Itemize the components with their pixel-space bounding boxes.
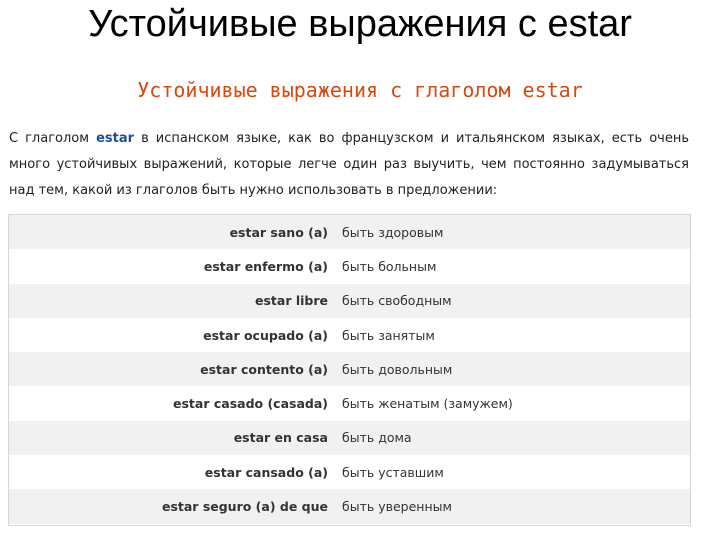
russian-translation: быть женатым (замужем) bbox=[342, 396, 513, 412]
expressions-table bbox=[8, 214, 691, 526]
spanish-expression: estar sano (a) bbox=[229, 224, 328, 240]
russian-translation: быть свободным bbox=[342, 293, 452, 309]
table-row bbox=[9, 386, 690, 420]
table-row bbox=[9, 318, 690, 352]
russian-translation: быть уверенным bbox=[342, 499, 452, 515]
table-row bbox=[9, 215, 690, 249]
table-row bbox=[9, 421, 690, 455]
spanish-expression: estar casado (casada) bbox=[173, 396, 328, 412]
section-heading: Устойчивые выражения с глаголом estar bbox=[137, 78, 583, 102]
russian-translation: быть дома bbox=[342, 430, 412, 446]
table-row bbox=[9, 284, 690, 318]
table-row bbox=[9, 489, 690, 523]
spanish-expression: estar libre bbox=[254, 293, 328, 309]
russian-translation: быть уставшим bbox=[342, 464, 444, 480]
russian-translation: быть довольным bbox=[342, 361, 453, 377]
spanish-expression: estar ocupado (a) bbox=[203, 327, 328, 343]
intro-text-before: С глаголом bbox=[9, 131, 97, 146]
spanish-expression: estar contento (a) bbox=[200, 361, 328, 377]
russian-translation: быть здоровым bbox=[342, 224, 444, 240]
table-row bbox=[9, 249, 690, 283]
spanish-expression: estar enfermo (a) bbox=[203, 258, 328, 274]
russian-translation: быть больным bbox=[342, 258, 437, 274]
spanish-expression: estar seguro (a) de que bbox=[161, 499, 328, 515]
spanish-expression: estar cansado (a) bbox=[204, 464, 328, 480]
russian-translation: быть занятым bbox=[342, 327, 435, 343]
intro-paragraph bbox=[9, 126, 689, 204]
intro-text-after: в испанском языке, как во французском и итальянском языках, есть очень много устойчивых выражений, которые легче один раз выучить, чем постоянно задумываться над тем, какой из глаголов быть нужно использовать в предложении: bbox=[9, 131, 689, 198]
slide-title: Устойчивые выражения с estar bbox=[88, 3, 632, 45]
table-row bbox=[9, 352, 690, 386]
spanish-expression: estar en casa bbox=[233, 430, 328, 446]
table-row bbox=[9, 455, 690, 489]
intro-keyword: estar bbox=[96, 131, 135, 146]
